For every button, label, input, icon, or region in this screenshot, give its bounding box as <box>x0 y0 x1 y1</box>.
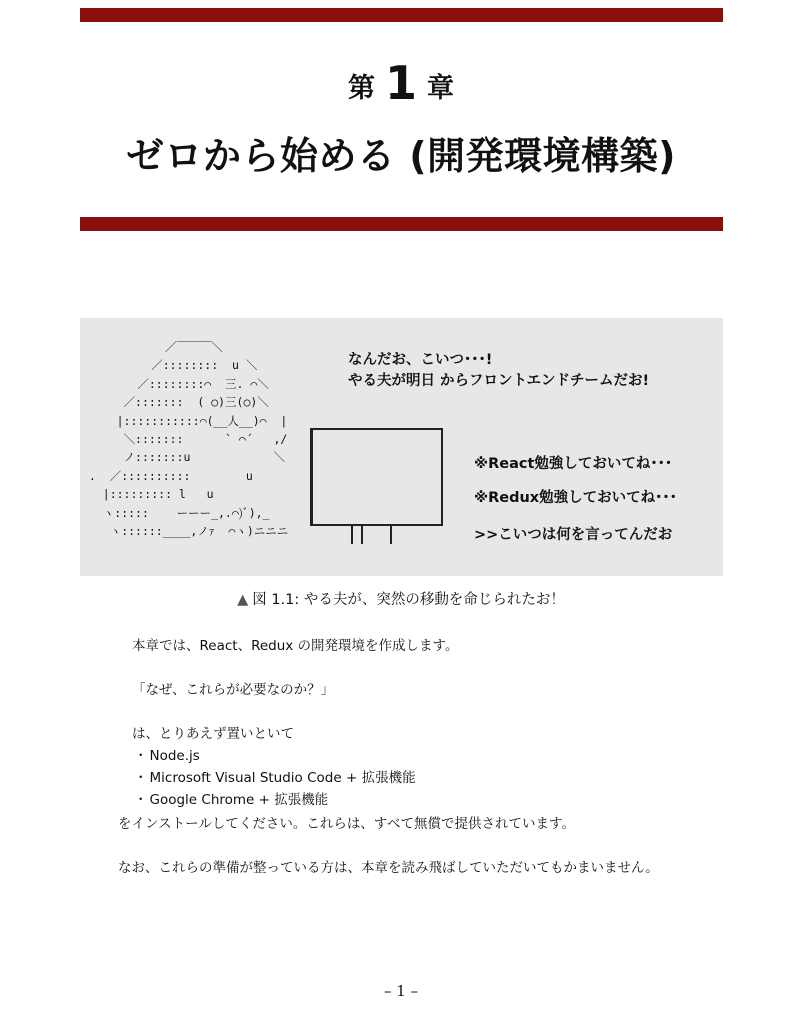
chapter-title: ゼロから始める (開発環境構築) <box>126 134 676 178</box>
board-note-reaction: >>こいつは何を言ってんだお <box>474 527 673 543</box>
list-item: ・ Node.js <box>134 745 416 767</box>
paragraph-aside: は、とりあえず置いといて <box>132 726 294 742</box>
speech-bubble <box>348 350 649 392</box>
paragraph-question: 「なぜ、これらが必要なのか？」 <box>132 682 335 698</box>
whiteboard <box>310 428 443 526</box>
whiteboard-leg <box>351 524 353 544</box>
caption-text: 図 1.1: やる夫が、突然の移動を命じられたお！ <box>252 592 565 608</box>
speech-line-1: なんだお、こいつ･･･! <box>348 352 493 368</box>
board-note-react: ※React勉強しておいてね･･･ <box>474 456 673 472</box>
ascii-art-figure <box>80 318 723 576</box>
figure-caption <box>0 589 802 611</box>
paragraph-skip: なお、これらの準備が整っている方は、本章を読み飛ばしていただいてもかまいません。 <box>118 860 659 876</box>
page-number: – 1 – <box>383 982 419 1000</box>
yaruo-ascii-art: ／￣￣￣＼ ／:::::::: u ＼ ／::::::::⌒ 三. ⌒＼ ／::::::: ( ○)三(○)＼ |:::::::::::⌒(__人__)⌒ | ＼::::::: ` ⌒´ ,/ ノ:::::::u ＼ . ／:::::::::: u |::::::::: l u ヽ::::: ーーー_,.⌒)ﾞ),_ ヽ::::::____,ノｧ ⌒ヽ)ニニニ <box>88 340 289 539</box>
chapter-number: 1 <box>384 56 417 110</box>
header-bottom-rule <box>80 217 723 231</box>
header-top-rule <box>80 8 723 22</box>
chapter-label <box>0 58 802 114</box>
whiteboard-leg <box>361 524 363 544</box>
install-list <box>134 745 416 811</box>
caption-triangle-icon: ▲ <box>237 592 249 608</box>
speech-line-2: やる夫が明日 からフロントエンドチームだお! <box>348 373 650 389</box>
board-note-redux: ※Redux勉強しておいてね･･･ <box>474 490 677 506</box>
chapter-suffix: 章 <box>427 73 454 104</box>
list-item: ・ Google Chrome + 拡張機能 <box>134 789 416 811</box>
chapter-prefix: 第 <box>347 73 375 104</box>
list-item: ・ Microsoft Visual Studio Code + 拡張機能 <box>134 767 416 789</box>
whiteboard-leg <box>390 524 392 544</box>
paragraph-intro: 本章では、React、Redux の開発環境を作成します。 <box>132 638 459 654</box>
paragraph-install: をインストールしてください。これらは、すべて無償で提供されています。 <box>118 816 575 832</box>
